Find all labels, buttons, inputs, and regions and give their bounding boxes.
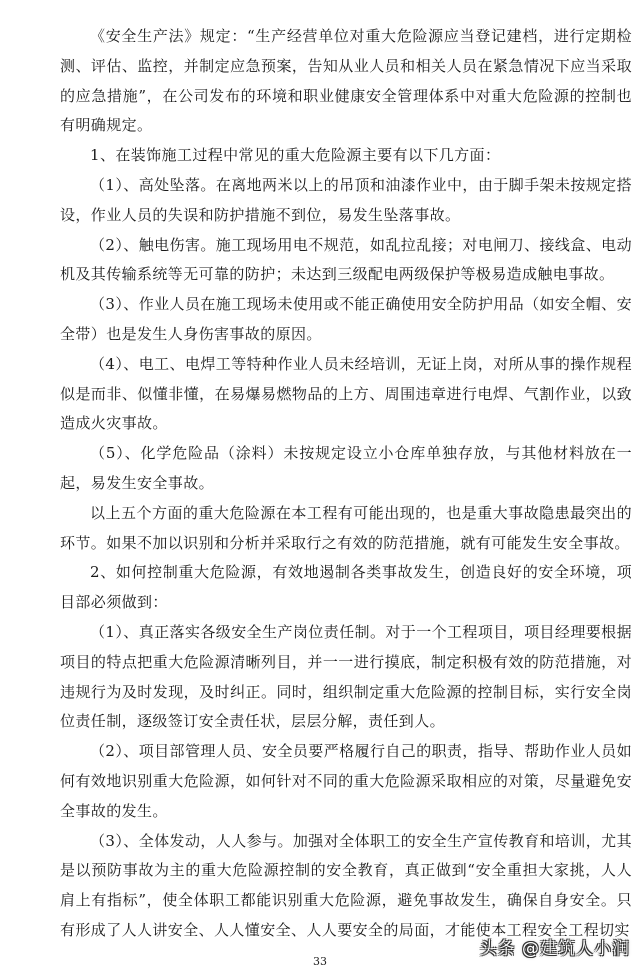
section-heading-1: 1、在装饰施工过程中常见的重大危险源主要有以下几方面： bbox=[90, 146, 501, 165]
paragraph-measure-3: （3）、全体发动，人人参与。加强对全体职工的安全生产宣传教育和培训，尤其是以预防事故为主的重大危险源控制的安全教育，真正做到“安全重担大家挑，人人肩上有指标”，使全体职工都能识别重大危险源，避免事故发生，确保自身安全。只有形成了人人讲安全、人人懂安全、人人要安全的局面，才能使本工程安全工程切实 bbox=[60, 831, 632, 939]
paragraph-hazard-3: （3）、作业人员在施工现场未使用或不能正确使用安全防护用品（如安全帽、安全带）也是发生人身伤害事故的原因。 bbox=[60, 295, 632, 343]
section-heading-2: 2、如何控制重大危险源，有效地遏制各类事故发生，创造良好的安全环境，项目部必须做到： bbox=[60, 563, 632, 612]
page-number: 33 bbox=[313, 955, 327, 968]
paragraph-summary: 以上五个方面的重大危险源在本工程有可能出现的，也是重大事故隐患最突出的环节。如果不加以识别和分析并采取行之有效的防范措施，就有可能发生安全事故。 bbox=[60, 503, 632, 552]
paragraph-measure-1: （1）、真正落实各级安全生产岗位责任制。对于一个工程项目，项目经理要根据项目的特点把重大危险源清晰列目，并一一进行摸底，制定积极有效的防范措施，对违规行为及时发现，及时纠正。同时，组织制定重大危险源的控制目标，实行安全岗位责任制，逐级签订安全责任状，层层分解，责任到人。 bbox=[60, 622, 632, 731]
paragraph-measure-2: （2）、项目部管理人员、安全员要严格履行自己的职责，指导、帮助作业人员如何有效地识别重大危险源，如何针对不同的重大危险源采取相应的对策，尽量避免安全事故的发生。 bbox=[60, 742, 632, 820]
paragraph-law-citation: 《安全生产法》规定：“生产经营单位对重大危险源应当登记建档，进行定期检测、评估、监控，并制定应急预案，告知从业人员和相关人员在紧急情况下应当采取的应急措施”，在公司发布的环境和职业健康安全管理体系中对重大危险源的控制也有明确规定。 bbox=[60, 27, 632, 135]
watermark: 头条 @建筑人小润 bbox=[479, 939, 630, 959]
paragraph-hazard-2: （2）、触电伤害。施工现场用电不规范，如乱拉乱接；对电闸刀、接线盒、电动机及其传输系统等无可靠的防护；未达到三级配电两级保护等极易造成触电事故。 bbox=[60, 235, 632, 284]
paragraph-hazard-4: （4）、电工、电焊工等特种作业人员未经培训，无证上岗，对所从事的操作规程似是而非、似懂非懂，在易爆易燃物品的上方、周围违章进行电焊、气割作业，以致造成火灾事故。 bbox=[60, 354, 632, 433]
paragraph-hazard-5: （5）、化学危险品（涂料）未按规定设立小仓库单独存放，与其他材料放在一起，易发生安全事故。 bbox=[60, 444, 632, 492]
document-body bbox=[60, 22, 632, 946]
paragraph-hazard-1: （1）、高处坠落。在离地两米以上的吊顶和油漆作业中，由于脚手架未按规定搭设，作业人员的失误和防护措施不到位，易发生坠落事故。 bbox=[60, 175, 632, 224]
